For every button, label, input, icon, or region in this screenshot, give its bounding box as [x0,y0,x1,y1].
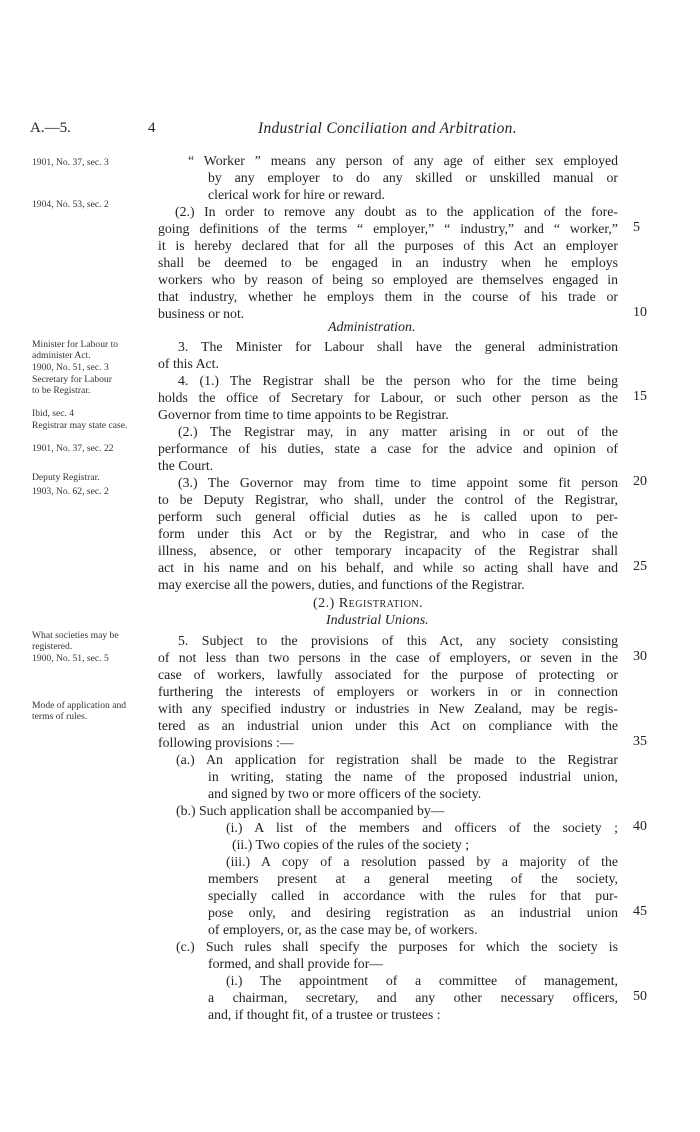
text-line: perform such general official duties as he is called upon to per- [158,509,618,524]
text-line: members present at a general meeting of the society, [208,871,618,886]
text-line: of employers, or, as the case may be, of workers. [208,922,478,937]
text-line: case of workers, lawfully associated for the purpose of protecting or [158,667,618,682]
text-line: business or not. [158,306,245,321]
text-line: (ii.) Two copies of the rules of the society ; [232,837,470,852]
text-line: holds the office of Secretary for Labour, or such other person as the [158,390,618,405]
text-line: shall be deemed to be engaged in an industry when he employs [158,255,618,270]
text-line: tered as an industrial union under this Act on compliance with the [158,718,618,733]
line-number: 5 [633,220,640,235]
margin-note: Registrar may state case. [32,420,128,431]
margin-note: 1901, No. 37, sec. 22 [32,443,114,454]
text-line: formed, and shall provide for— [208,956,384,971]
margin-note: 1900, No. 51, sec. 5 [32,653,109,664]
text-line: in writing, stating the name of the proposed industrial union, [208,769,618,784]
text-line: it is hereby declared that for all the purposes of this Act an employer [158,238,618,253]
line-number: 40 [633,819,647,834]
line-number: 50 [633,989,647,1004]
text-line: performance of his duties, state a case for the advice and opinion of [158,441,618,456]
text-line: 4. (1.) The Registrar shall be the person who for the time being [178,373,618,388]
text-line: a chairman, secretary, and any other necessary officers, [208,990,618,1005]
text-line: of this Act. [158,356,219,371]
text-line: and signed by two or more officers of the society. [208,786,482,801]
text-line: clerical work for hire or reward. [208,187,385,202]
text-line: (i.) The appointment of a committee of management, [226,973,618,988]
margin-note: 1901, No. 37, sec. 3 [32,157,109,168]
margin-note: What societies may be registered. [32,630,119,653]
line-number: 30 [633,649,647,664]
margin-note: Minister for Labour to administer Act. [32,339,119,362]
text-line: form under this Act or by the Registrar, and who in case of the [158,526,618,541]
text-line: (iii.) A copy of a resolution passed by a majority of the [226,854,618,869]
text-line: act in his name and on his behalf, and while so acting shall have and [158,560,618,575]
margin-note: Mode of application and terms of rules. [32,700,127,723]
line-number: 20 [633,474,647,489]
text-line: illness, absence, or other temporary incapacity of the Registrar shall [158,543,618,558]
line-number: 10 [633,305,647,320]
text-line: of not less than two persons in the case of employers, or seven in the [158,650,618,665]
margin-note: Secretary for Labour to be Registrar. [32,374,112,397]
text-line: with any specified industry or industries in New Zealand, may be regis- [158,701,618,716]
text-line: (2.) The Registrar may, in any matter arising in or out of the [178,424,618,439]
text-line: by any employer to do any skilled or unskilled manual or [208,170,618,185]
text-line: “ Worker ” means any person of any age of either sex employed [188,153,618,168]
text-line: (a.) An application for registration shall be made to the Registrar [176,752,618,767]
text-line: workers who by reason of being so employed are themselves engaged in [158,272,618,287]
margin-note: 1903, No. 62, sec. 2 [32,486,109,497]
text-line: Governor from time to time appoints to be Registrar. [158,407,449,422]
section-heading-registration: (2.) Registration. [313,596,424,611]
text-line: to be Deputy Registrar, who shall, under the control of the Registrar, [158,492,618,507]
page-number: 4 [148,120,156,136]
text-line: that industry, whether he employs them in the course of his trade or [158,289,618,304]
margin-note: Ibid, sec. 4 [32,408,75,419]
margin-note: 1900, No. 51, sec. 3 [32,362,109,373]
page-title: Industrial Conciliation and Arbitration. [258,120,517,137]
line-number: 15 [633,389,647,404]
text-line: and, if thought fit, of a trustee or trustees : [208,1007,441,1022]
text-line: (i.) A list of the members and officers of the society ; [226,820,618,835]
text-line: pose only, and desiring registration as an industrial union [208,905,618,920]
line-number: 45 [633,904,647,919]
text-line: (c.) Such rules shall specify the purposes for which the society is [176,939,618,954]
text-line: furthering the interests of employers or workers in or in connection [158,684,618,699]
text-line: following provisions :— [158,735,294,750]
margin-note: Deputy Registrar. [32,472,100,483]
text-line: specially called in accordance with the rules for that pur- [208,888,618,903]
text-line: the Court. [158,458,214,473]
text-line: may exercise all the powers, duties, and functions of the Registrar. [158,577,525,592]
text-line: 5. Subject to the provisions of this Act, any society consisting [178,633,618,648]
document-reference: A.—5. [30,120,71,136]
margin-note: 1904, No. 53, sec. 2 [32,199,109,210]
line-number: 35 [633,734,647,749]
page-header [30,120,650,142]
line-number: 25 [633,559,647,574]
text-line: (3.) The Governor may from time to time appoint some fit person [178,475,618,490]
text-line: (b.) Such application shall be accompanied by— [176,803,445,818]
text-line: going definitions of the terms “ employer,” “ industry,” and “ worker,” [158,221,618,236]
text-line: 3. The Minister for Labour shall have the general administration [178,339,618,354]
section-heading-administration: Administration. [328,320,416,335]
text-line: (2.) In order to remove any doubt as to the application of the fore- [175,204,618,219]
section-heading-industrial-unions: Industrial Unions. [326,613,429,628]
